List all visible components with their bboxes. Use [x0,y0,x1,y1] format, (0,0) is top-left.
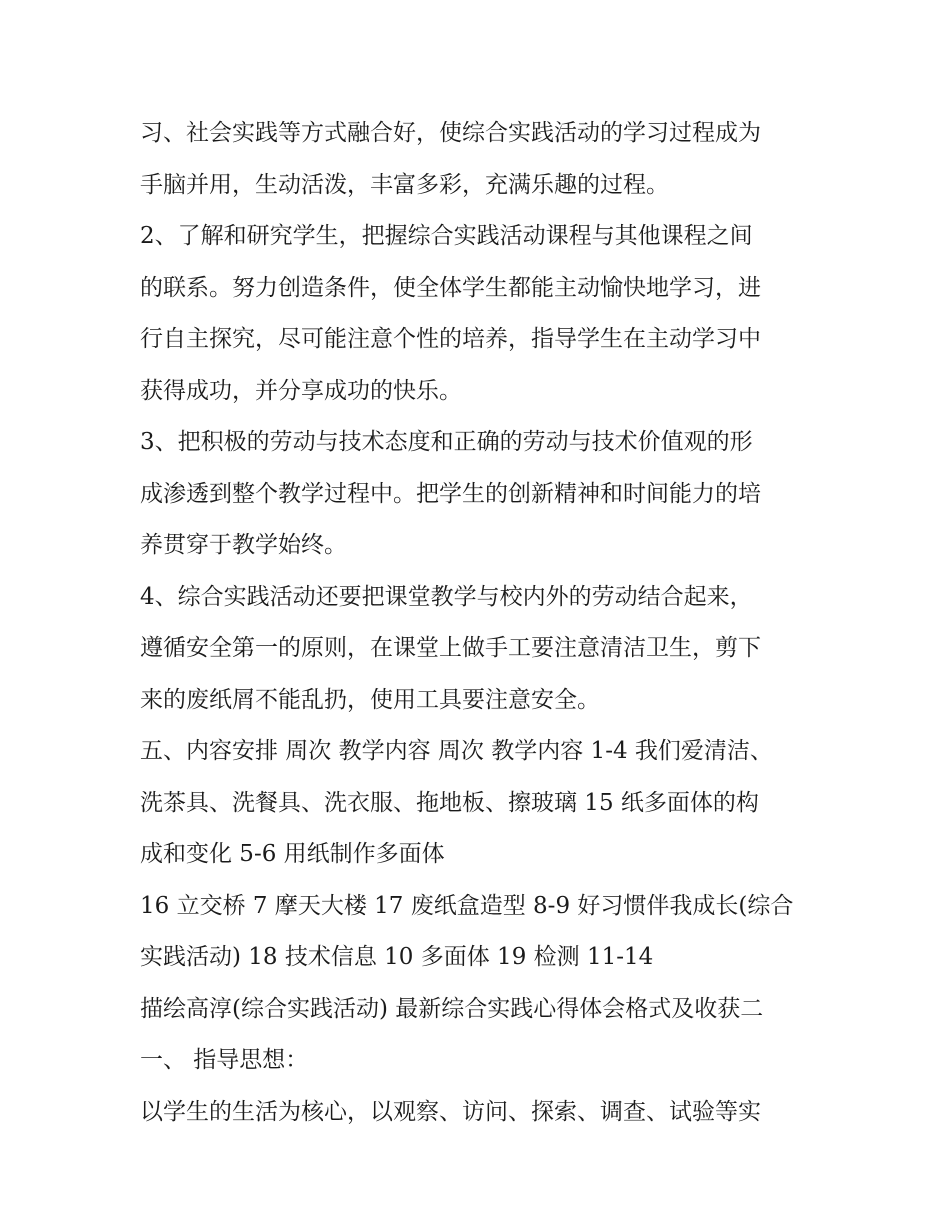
text-line: 洗茶具、洗餐具、洗衣服、拖地板、擦玻璃 15 纸多面体的构 [140,789,759,816]
text-line: 描绘高淳(综合实践活动) 最新综合实践心得体会格式及收获二 [140,995,764,1022]
text-line: 的联系。努力创造条件，使全体学生都能主动愉快地学习，进 [140,274,761,301]
section-heading: 一、 指导思想： [140,1047,309,1073]
text-line: 成和变化 5-6 用纸制作多面体 [140,841,445,867]
text-line: 16 立交桥 7 摩天大楼 17 废纸盒造型 8-9 好习惯伴我成长(综合 [140,892,794,919]
text-line: 3、把积极的劳动与技术态度和正确的劳动与技术价值观的形 [140,429,753,455]
text-line: 手脑并用，生动活泼，丰富多彩，充满乐趣的过程。 [140,171,669,198]
text-line: 五、内容安排 周次 教学内容 周次 教学内容 1-4 我们爱清洁、 [140,738,773,764]
text-line: 实践活动) 18 技术信息 10 多面体 19 检测 11-14 [140,944,654,970]
document-body [140,108,820,1138]
text-line: 2、了解和研究学生，把握综合实践活动课程与其他课程之间 [140,223,753,249]
text-line: 以学生的生活为核心，以观察、访问、探索、调查、试验等实 [140,1098,761,1125]
text-line: 行自主探究，尽可能注意个性的培养，指导学生在主动学习中 [140,326,761,352]
text-line: 习、社会实践等方式融合好，使综合实践活动的学习过程成为 [140,120,761,146]
text-line: 获得成功，并分享成功的快乐。 [140,377,462,404]
text-line: 遵循安全第一的原则，在课堂上做手工要注意清洁卫生，剪下 [140,635,761,661]
text-line: 养贯穿于教学始终。 [140,532,347,558]
text-line: 4、综合实践活动还要把课堂教学与校内外的劳动结合起来， [140,583,753,610]
text-line: 来的废纸屑不能乱扔，使用工具要注意安全。 [140,686,600,713]
text-line: 成渗透到整个教学过程中。把学生的创新精神和时间能力的培 [140,480,761,507]
